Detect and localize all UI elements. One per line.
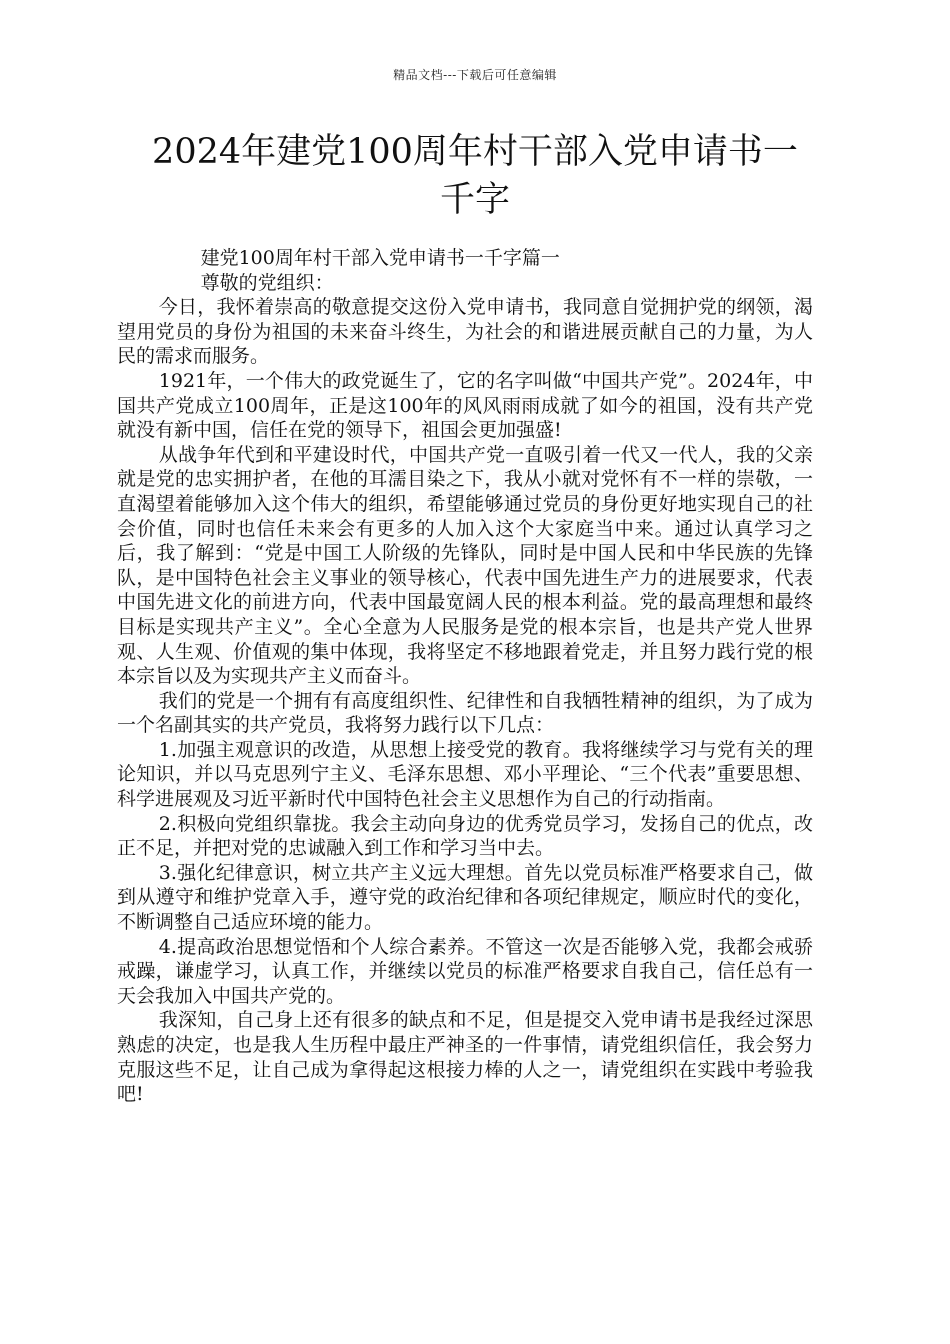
salutation: 尊敬的党组织： [200,271,334,294]
list-item-paragraph: 1.加强主观意识的改造，从思想上接受党的教育。我将继续学习与党有关的理论知识，并以马克思列宁主义、毛泽东思想、邓小平理论、“三个代表”重要思想、科学进展观及习近平新时代中国特色社会主义思想作为自己的行动指南。 [117,738,813,811]
header-note: 精品文档---下载后可任意编辑 [393,68,557,82]
list-item-paragraph: 4.提高政治思想觉悟和个人综合素养。不管这一次是否能够入党，我都会戒骄戒躁，谦虚学习，认真工作，并继续以党员的标准严格要求自我自己，信任总有一天会我加入中国共产党的。 [117,935,813,1007]
closing-paragraph: 我深知，自己身上还有很多的缺点和不足，但是提交入党申请书是我经过深思熟虑的决定，也是我人生历程中最庄严神圣的一件事情，请党组织信任，我会努力克服这些不足，让自己成为拿得起这根接力棒的人之一，请党组织在实践中考验我吧! [117,1009,813,1106]
document-title: 2024年建党100周年村干部入党申请书一千字 [152,132,798,220]
document-body [117,246,813,1107]
paragraph: 我们的党是一个拥有有高度组织性、纪律性和自我牺牲精神的组织，为了成为一个名副其实的共产党员，我将努力践行以下几点： [117,689,813,737]
list-item-paragraph: 2.积极向党组织靠拢。我会主动向身边的优秀党员学习，发扬自己的优点，改正不足，并把对党的忠诚融入到工作和学习当中去。 [117,812,813,860]
paragraph: 今日，我怀着崇高的敬意提交这份入党申请书，我同意自觉拥护党的纲领，渴望用党员的身份为祖国的未来奋斗终生，为社会的和谐进展贡献自己的力量，为人民的需求而服务。 [117,296,813,368]
paragraph: 1921年，一个伟大的政党诞生了，它的名字叫做“中国共产党”。2024年，中国共产党成立100周年，正是这100年的风风雨雨成就了如今的祖国，没有共产党就没有新中国，信任在党的领导下，祖国会更加强盛! [117,369,813,442]
section-subtitle: 建党100周年村干部入党申请书一千字篇一 [200,247,560,269]
paragraph: 从战争年代到和平建设时代，中国共产党一直吸引着一代又一代人，我的父亲就是党的忠实拥护者，在他的耳濡目染之下，我从小就对党怀有不一样的崇敬，一直渴望着能够加入这个伟大的组织，希望能够通过党员的身份更好地实现自己的社会价值，同时也信任未来会有更多的人加入这个大家庭当中来。通过认真学习之后，我了解到：“党是中国工人阶级的先锋队，同时是中国人民和中华民族的先锋队，是中国特色社会主义事业的领导核心，代表中国先进生产力的进展要求，代表中国先进文化的前进方向，代表中国最宽阔人民的根本利益。党的最高理想和最终目标是实现共产主义”。全心全意为人民服务是党的根本宗旨，也是共产党人世界观、人生观、价值观的集中体现，我将坚定不移地跟着党走，并且努力践行党的根本宗旨以及为实现共产主义而奋斗。 [117,443,813,688]
list-item-paragraph: 3.强化纪律意识，树立共产主义远大理想。首先以党员标准严格要求自己，做到从遵守和维护党章入手，遵守党的政治纪律和各项纪律规定，顺应时代的变化，不断调整自己适应环境的能力。 [117,861,813,934]
